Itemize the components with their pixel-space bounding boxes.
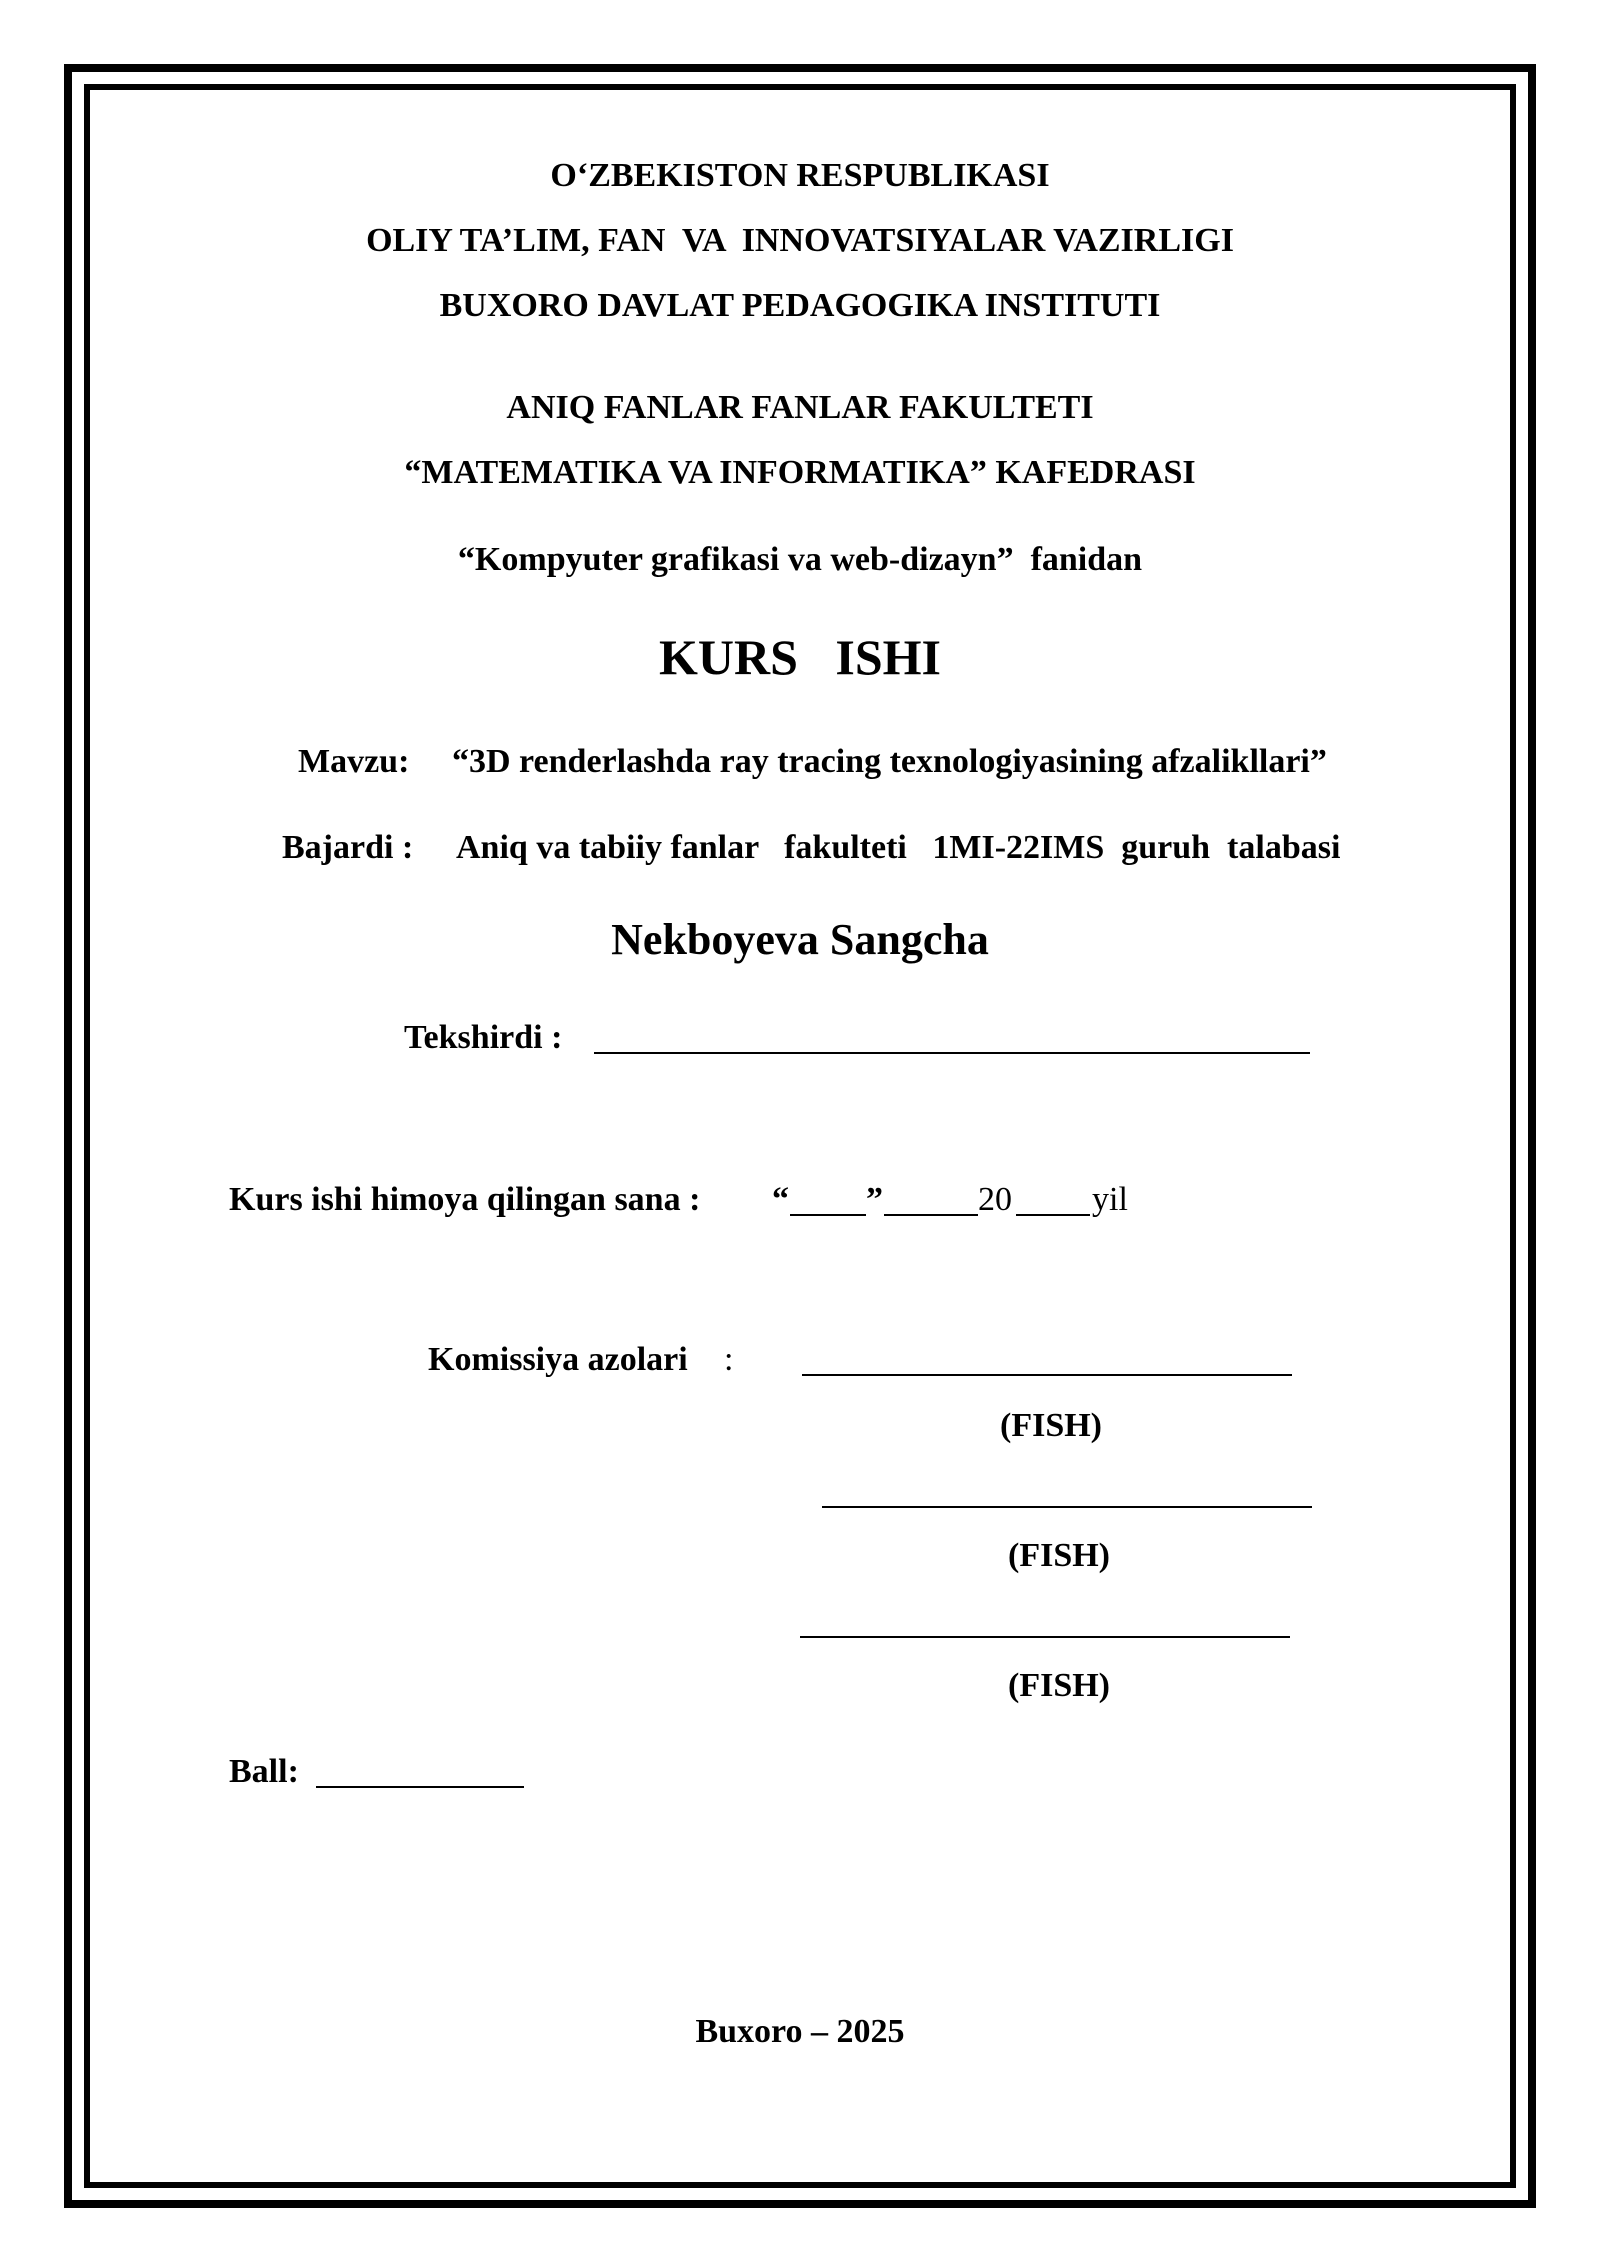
subject-name: “Kompyuter grafikasi va web-dizayn” fanidan [457, 541, 1143, 578]
performer-value: Aniq va tabiiy fanlar fakulteti 1MI-22IMS guruh talabasi [456, 829, 1341, 866]
footer-city-year: Buxoro – 2025 [695, 2013, 905, 2050]
faculty-name: ANIQ FANLAR FANLAR FAKULTETI [506, 389, 1094, 426]
checker-signature-line [594, 1052, 1310, 1054]
commission-signature-line-1 [802, 1374, 1292, 1376]
date-quote-open: “ [772, 1181, 789, 1218]
date-month-blank [884, 1214, 978, 1216]
commission-label: Komissiya azolari [428, 1341, 688, 1378]
header-institute: BUXORO DAVLAT PEDAGOGIKA INSTITUTI [439, 287, 1161, 324]
date-year-blank [1016, 1214, 1090, 1216]
performer-label: Bajardi : [282, 829, 414, 866]
date-century: 20 [978, 1181, 1012, 1218]
topic-value: “3D renderlashda ray tracing texnologiyasining afzalikllari” [452, 743, 1327, 780]
student-name: Nekboyeva Sangcha [611, 915, 989, 964]
commission-signature-line-3 [800, 1636, 1290, 1638]
defense-date-label: Kurs ishi himoya qilingan sana : [229, 1181, 701, 1218]
date-quote-close: ” [866, 1181, 883, 1218]
department-name: “MATEMATIKA VA INFORMATIKA” KAFEDRASI [404, 454, 1196, 491]
commission-member-2: (FISH) [1008, 1537, 1110, 1574]
topic-label: Mavzu: [298, 743, 410, 780]
score-blank [316, 1786, 524, 1788]
score-label: Ball: [229, 1753, 299, 1790]
date-day-blank [790, 1214, 866, 1216]
header-republic: O‘ZBEKISTON RESPUBLIKASI [550, 157, 1050, 194]
header-ministry: OLIY TA’LIM, FAN VA INNOVATSIYALAR VAZIRLIGI [366, 222, 1234, 259]
commission-signature-line-2 [822, 1506, 1312, 1508]
commission-member-1: (FISH) [1000, 1407, 1102, 1444]
commission-colon: : [724, 1341, 734, 1378]
commission-member-3: (FISH) [1008, 1667, 1110, 1704]
date-year-word: yil [1092, 1181, 1128, 1218]
document-title: KURS ISHI [658, 629, 942, 685]
checker-label: Tekshirdi : [404, 1019, 563, 1056]
